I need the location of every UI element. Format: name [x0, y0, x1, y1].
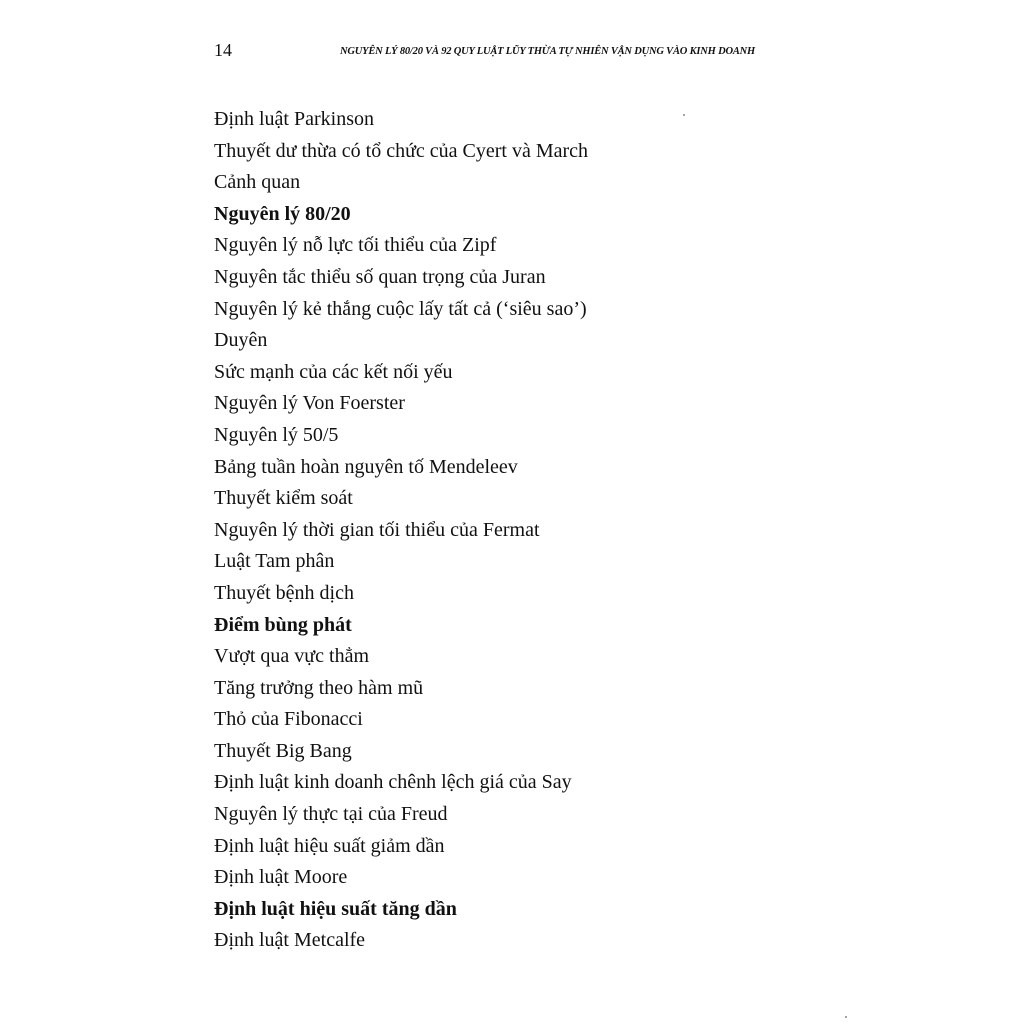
list-item: Tăng trưởng theo hàm mũ [214, 676, 424, 699]
list-item: Nguyên lý 80/20 [214, 202, 351, 225]
list-item: Định luật Parkinson [214, 108, 374, 130]
list-item: Bảng tuần hoàn nguyên tố Mendeleev [214, 455, 518, 478]
list-item: Thuyết dư thừa có tổ chức của Cyert và March [214, 139, 589, 162]
list-item: Vượt qua vực thẳm [214, 645, 369, 668]
list-item: Nguyên lý Von Foerster [214, 392, 405, 415]
list-item: Định luật hiệu suất tăng dần [214, 897, 457, 920]
list-item: Nguyên lý kẻ thắng cuộc lấy tất cả (‘siêu sao’) [214, 297, 587, 320]
list-item: Nguyên lý nỗ lực tối thiểu của Zipf [214, 234, 497, 257]
scan-speck [683, 114, 685, 116]
list-item: Thuyết Big Bang [214, 739, 352, 762]
list-item: Cảnh quan [214, 171, 301, 194]
list-item: Nguyên lý 50/5 [214, 423, 339, 446]
list-item: Thuyết kiểm soát [214, 487, 353, 510]
list-item: Nguyên tắc thiểu số quan trọng của Juran [214, 265, 546, 288]
list-item: Luật Tam phân [214, 550, 335, 573]
list-item: Định luật Moore [214, 866, 348, 889]
law-list [214, 104, 588, 957]
scan-speck [845, 1016, 847, 1018]
list-item: Định luật hiệu suất giảm dần [214, 834, 445, 857]
list-item: Định luật kinh doanh chênh lệch giá của Say [214, 771, 572, 794]
list-item: Sức mạnh của các kết nối yếu [214, 360, 453, 383]
running-header: NGUYÊN LÝ 80/20 VÀ 92 QUY LUẬT LŨY THỪA TỰ NHIÊN VẬN DỤNG VÀO KINH DOANH [340, 46, 755, 57]
list-item: Thuyết bệnh dịch [214, 581, 354, 604]
list-item: Thỏ của Fibonacci [214, 708, 363, 731]
page-number: 14 [214, 40, 232, 60]
list-item: Điểm bùng phát [214, 613, 352, 636]
list-item: Định luật Metcalfe [214, 929, 366, 952]
list-item: Nguyên lý thời gian tối thiểu của Fermat [214, 518, 540, 541]
list-item: Nguyên lý thực tại của Freud [214, 803, 448, 826]
list-item: Duyên [214, 329, 268, 352]
